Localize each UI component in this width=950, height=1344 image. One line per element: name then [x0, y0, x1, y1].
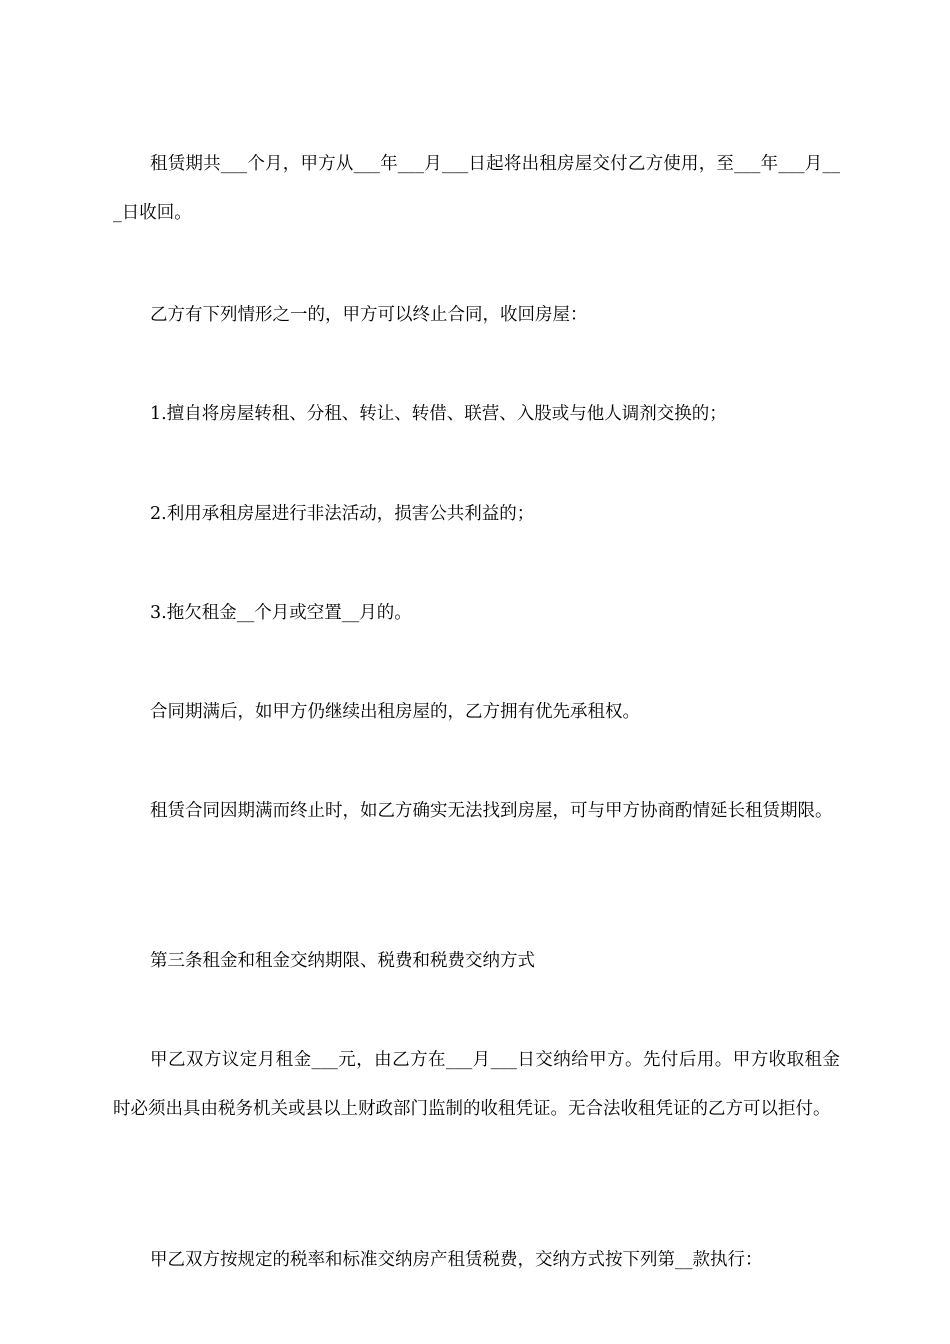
paragraph-item-3: 3.拖欠租金__个月或空置__月的。 [150, 603, 412, 623]
paragraph-lease-term: 租赁期共___个月，甲方从___年___月___日起将出租房屋交付乙方使用，至___年___月___日收回。 [113, 154, 840, 223]
paragraph-rent-payment: 甲乙双方议定月租金___元，由乙方在___月___日交纳给甲方。先付后用。甲方收取租金时必须出具由税务机关或县以上财政部门监制的收租凭证。无合法收租凭证的乙方可以拒付。 [113, 1050, 840, 1119]
paragraph-item-2: 2.利用承租房屋进行非法活动，损害公共利益的； [150, 504, 535, 524]
paragraph-tax-payment: 甲乙双方按规定的税率和标准交纳房产租赁税费，交纳方式按下列第__款执行： [150, 1250, 763, 1270]
paragraph-priority-right: 合同期满后，如甲方仍继续出租房屋的，乙方拥有优先承租权。 [150, 702, 640, 722]
paragraph-item-1: 1.擅自将房屋转租、分租、转让、转借、联营、入股或与他人调剂交换的； [150, 404, 727, 424]
paragraph-termination-conditions: 乙方有下列情形之一的，甲方可以终止合同，收回房屋： [150, 305, 588, 325]
paragraph-extension: 租赁合同因期满而终止时，如乙方确实无法找到房屋，可与甲方协商酌情延长租赁期限。 [150, 801, 833, 821]
article-three-heading: 第三条租金和租金交纳期限、税费和税费交纳方式 [150, 951, 535, 971]
